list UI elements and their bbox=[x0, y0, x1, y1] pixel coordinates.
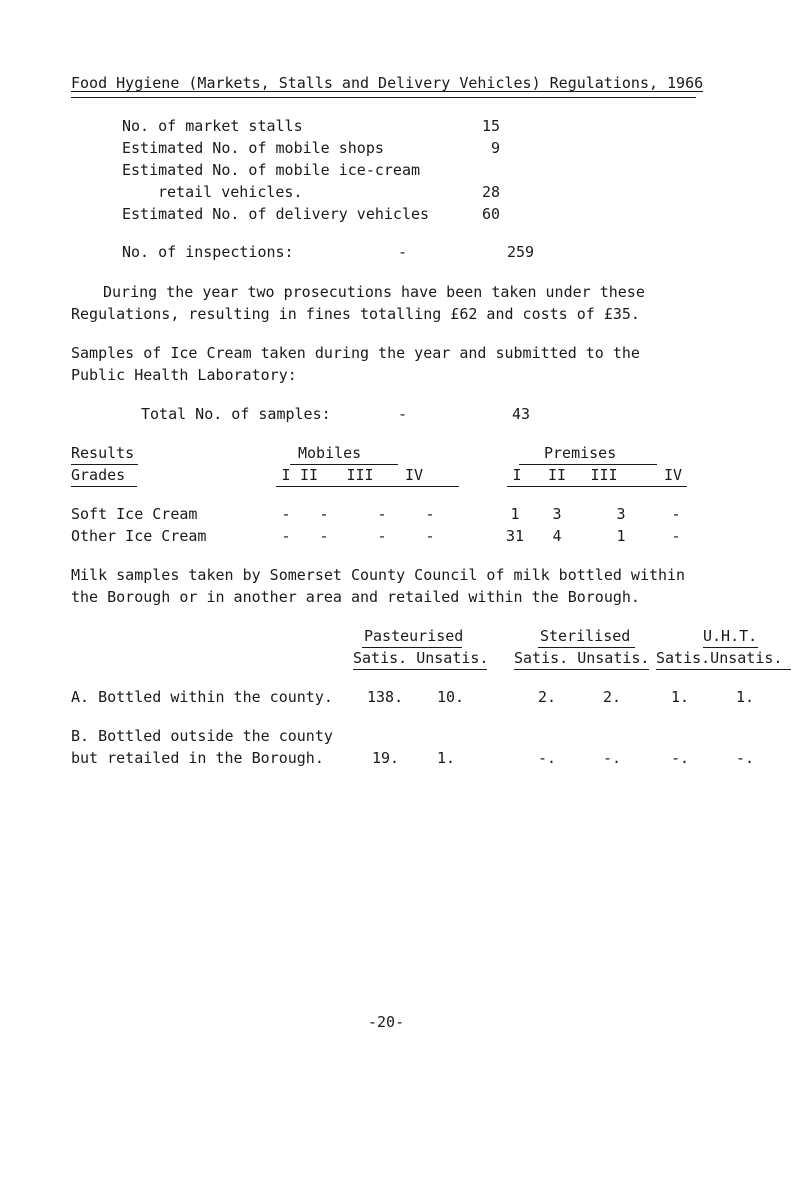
pasteurised-rule bbox=[362, 647, 462, 648]
results-rule bbox=[71, 464, 138, 465]
row-soft-ice-cream-label: Soft Ice Cream bbox=[71, 505, 198, 523]
stat-label-retail-vehicles: retail vehicles. bbox=[158, 183, 303, 201]
premises-grade-4: IV bbox=[663, 466, 683, 484]
other-mobiles-1: - bbox=[281, 527, 291, 545]
prosecutions-line-2: Regulations, resulting in fines totalling £62 and costs of £35. bbox=[71, 305, 640, 323]
milk-a-uht-unsatis: 1. bbox=[736, 688, 755, 706]
stat-label-delivery-vehicles: Estimated No. of delivery vehicles bbox=[122, 205, 430, 223]
page-number: -20- bbox=[368, 1013, 405, 1031]
grades-label: Grades bbox=[71, 466, 126, 484]
soft-mobiles-1: - bbox=[281, 505, 291, 523]
sterilised-rule bbox=[538, 647, 635, 648]
title-rule bbox=[71, 97, 696, 98]
milk-row-b-label-2: but retailed in the Borough. bbox=[71, 749, 324, 767]
soft-premises-1: 1 bbox=[510, 505, 520, 523]
total-samples-label: Total No. of samples: bbox=[141, 405, 331, 423]
mobiles-label: Mobiles bbox=[298, 444, 362, 462]
soft-premises-2: 3 bbox=[552, 505, 562, 523]
inspections-value: 259 bbox=[507, 243, 535, 261]
stat-value-market-stalls: 15 bbox=[481, 117, 500, 135]
grades-rule bbox=[71, 486, 137, 487]
milk-row-b-label-1: B. Bottled outside the county bbox=[71, 727, 333, 745]
sterilised-sub-rule bbox=[514, 669, 649, 670]
milk-row-a-label: A. Bottled within the county. bbox=[71, 688, 333, 706]
milk-a-sterilised-unsatis: 2. bbox=[603, 688, 622, 706]
milk-line-2: the Borough or in another area and retailed within the Borough. bbox=[71, 588, 640, 606]
stat-value-mobile-shops: 9 bbox=[490, 139, 500, 157]
other-mobiles-3: - bbox=[377, 527, 387, 545]
milk-line-1: Milk samples taken by Somerset County Council of milk bottled within bbox=[71, 566, 686, 584]
premises-grade-3: III bbox=[590, 466, 618, 484]
milk-b-pasteurised-satis: 19. bbox=[372, 749, 400, 767]
mobiles-grade-4: IV bbox=[404, 466, 424, 484]
milk-group-pasteurised: Pasteurised bbox=[364, 627, 464, 645]
soft-mobiles-4: - bbox=[425, 505, 435, 523]
uht-subheader: Satis.Unsatis. bbox=[656, 649, 783, 667]
premises-grade-1: I bbox=[512, 466, 522, 484]
milk-b-uht-satis: -. bbox=[671, 749, 690, 767]
stat-value-retail-vehicles: 28 bbox=[481, 183, 500, 201]
stat-label-mobile-shops: Estimated No. of mobile shops bbox=[122, 139, 384, 157]
total-samples-value: 43 bbox=[512, 405, 531, 423]
total-samples-dash: - bbox=[398, 405, 408, 423]
milk-b-uht-unsatis: -. bbox=[736, 749, 755, 767]
mobiles-grade-3: III bbox=[346, 466, 374, 484]
stat-label-ice-cream-vehicles: Estimated No. of mobile ice-cream bbox=[122, 161, 421, 179]
uht-rule bbox=[703, 647, 758, 648]
milk-b-sterilised-satis: -. bbox=[538, 749, 557, 767]
stat-value-delivery-vehicles: 60 bbox=[481, 205, 500, 223]
soft-premises-3: 3 bbox=[616, 505, 626, 523]
pasteurised-subheader: Satis. Unsatis. bbox=[353, 649, 489, 667]
premises-label: Premises bbox=[544, 444, 617, 462]
premises-grades-rule bbox=[507, 486, 687, 487]
milk-a-sterilised-satis: 2. bbox=[538, 688, 557, 706]
samples-line-2: Public Health Laboratory: bbox=[71, 366, 297, 384]
inspections-label: No. of inspections: bbox=[122, 243, 294, 261]
other-mobiles-4: - bbox=[425, 527, 435, 545]
mobiles-grade-1: I bbox=[281, 466, 291, 484]
other-premises-3: 1 bbox=[616, 527, 626, 545]
soft-premises-4: - bbox=[671, 505, 681, 523]
milk-group-sterilised: Sterilised bbox=[540, 627, 631, 645]
other-mobiles-2: - bbox=[319, 527, 329, 545]
inspections-dash: - bbox=[398, 243, 408, 261]
uht-sub-rule bbox=[656, 669, 791, 670]
milk-group-uht: U.H.T. bbox=[703, 627, 758, 645]
mobiles-rule bbox=[290, 464, 398, 465]
other-premises-2: 4 bbox=[552, 527, 562, 545]
milk-a-pasteurised-unsatis: 10. bbox=[437, 688, 465, 706]
soft-mobiles-3: - bbox=[377, 505, 387, 523]
results-label: Results bbox=[71, 444, 135, 462]
row-other-ice-cream-label: Other Ice Cream bbox=[71, 527, 207, 545]
samples-line-1: Samples of Ice Cream taken during the year and submitted to the bbox=[71, 344, 640, 362]
premises-grade-2: II bbox=[547, 466, 567, 484]
pasteurised-sub-rule bbox=[353, 669, 487, 670]
milk-b-pasteurised-unsatis: 1. bbox=[437, 749, 456, 767]
sterilised-subheader: Satis. Unsatis. bbox=[514, 649, 650, 667]
milk-b-sterilised-unsatis: -. bbox=[603, 749, 622, 767]
mobiles-grade-2: II bbox=[299, 466, 319, 484]
stat-label-market-stalls: No. of market stalls bbox=[122, 117, 303, 135]
other-premises-1: 31 bbox=[505, 527, 525, 545]
prosecutions-line-1: During the year two prosecutions have been taken under these bbox=[103, 283, 645, 301]
milk-a-pasteurised-satis: 138. bbox=[367, 688, 404, 706]
milk-a-uht-satis: 1. bbox=[671, 688, 690, 706]
other-premises-4: - bbox=[671, 527, 681, 545]
mobiles-grades-rule bbox=[276, 486, 459, 487]
page-title: Food Hygiene (Markets, Stalls and Delivery Vehicles) Regulations, 1966 bbox=[71, 74, 704, 92]
soft-mobiles-2: - bbox=[319, 505, 329, 523]
premises-rule bbox=[519, 464, 657, 465]
